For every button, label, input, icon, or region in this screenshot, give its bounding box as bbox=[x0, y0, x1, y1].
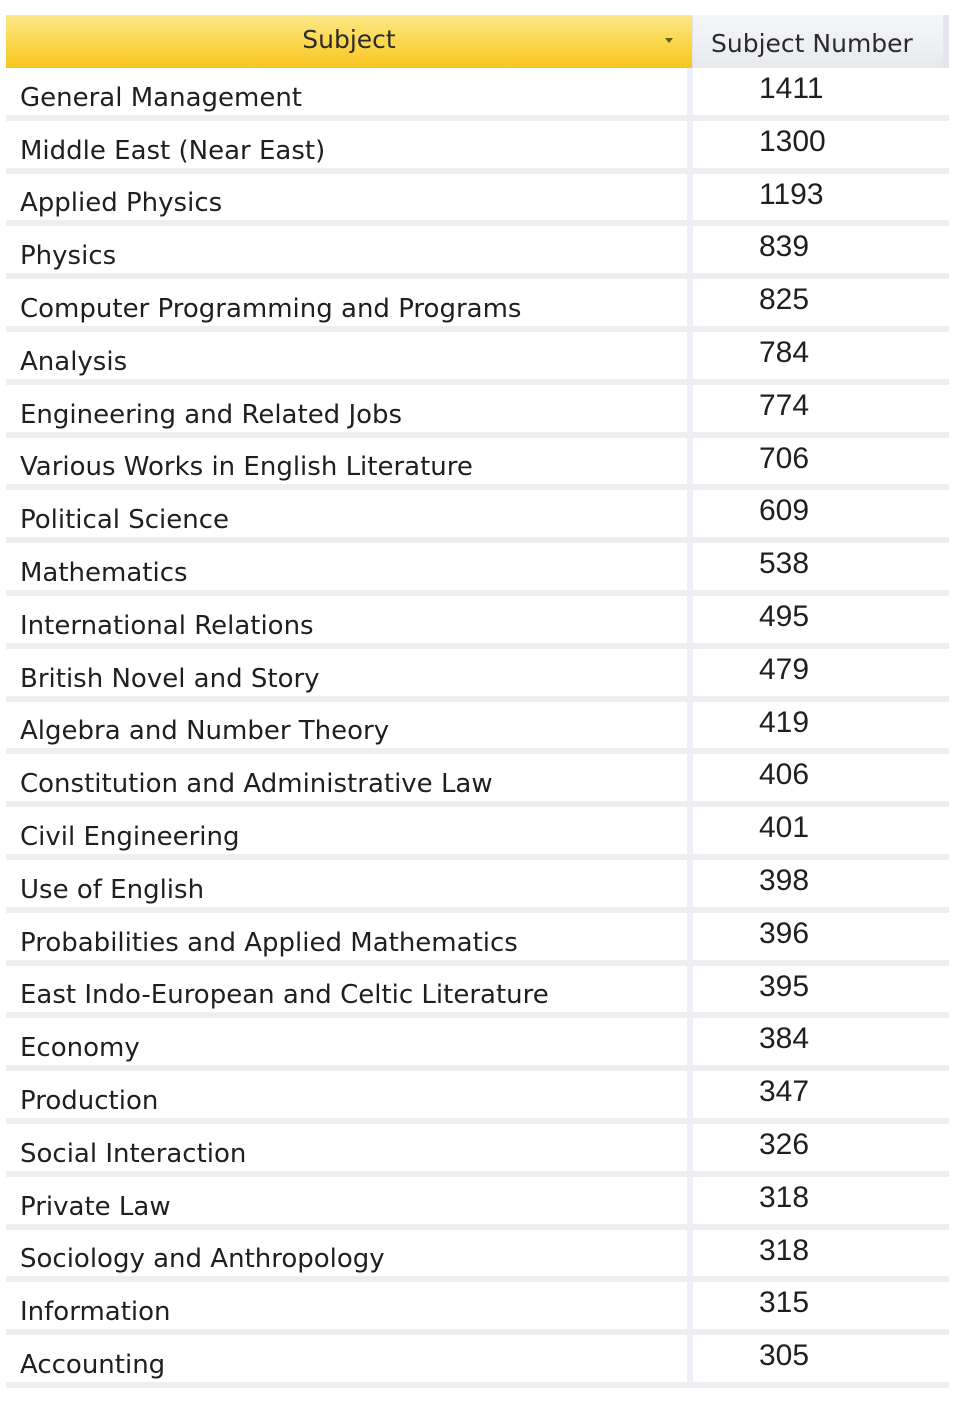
subject-number-text: 406 bbox=[759, 758, 810, 792]
subject-text: International Relations bbox=[20, 610, 314, 641]
subject-text: Use of English bbox=[20, 874, 205, 905]
subject-number-text: 315 bbox=[759, 1286, 810, 1320]
table-row[interactable] bbox=[6, 385, 949, 438]
subject-number-cell[interactable] bbox=[693, 860, 949, 907]
subject-cell[interactable] bbox=[6, 279, 693, 326]
subject-text: Various Works in English Literature bbox=[20, 452, 473, 483]
subject-number-text: 318 bbox=[759, 1233, 810, 1267]
subject-text: Political Science bbox=[20, 505, 230, 536]
subject-number-text: 1300 bbox=[759, 124, 826, 158]
subject-text: General Management bbox=[20, 82, 303, 113]
subject-number-text: 384 bbox=[759, 1022, 810, 1056]
subject-cell[interactable] bbox=[6, 68, 693, 115]
subject-cell[interactable] bbox=[6, 543, 693, 590]
subject-number-text: 1193 bbox=[759, 177, 824, 211]
subject-cell[interactable] bbox=[6, 1282, 693, 1329]
subject-number-cell[interactable] bbox=[693, 1230, 949, 1277]
subject-cell[interactable] bbox=[6, 702, 693, 749]
subject-cell[interactable] bbox=[6, 490, 693, 537]
table-row[interactable] bbox=[6, 332, 949, 385]
grid-header bbox=[6, 15, 949, 68]
subject-number-cell[interactable] bbox=[693, 966, 949, 1013]
table-row[interactable] bbox=[6, 490, 949, 543]
table-row[interactable] bbox=[6, 279, 949, 332]
subject-text: Economy bbox=[20, 1033, 140, 1064]
subject-number-text: 419 bbox=[759, 705, 810, 739]
subject-number-cell[interactable] bbox=[693, 332, 949, 379]
subject-cell[interactable] bbox=[6, 807, 693, 854]
subject-cell[interactable] bbox=[6, 332, 693, 379]
subject-number-text: 784 bbox=[759, 335, 810, 369]
subject-number-text: 395 bbox=[759, 969, 810, 1003]
subject-text: Middle East (Near East) bbox=[20, 135, 326, 166]
subject-number-cell[interactable] bbox=[693, 174, 949, 221]
subject-cell[interactable] bbox=[6, 121, 693, 168]
subject-number-cell[interactable] bbox=[693, 121, 949, 168]
subject-text: Social Interaction bbox=[20, 1138, 247, 1169]
subject-cell[interactable] bbox=[6, 174, 693, 221]
subject-number-cell[interactable] bbox=[693, 226, 949, 273]
subject-text: Engineering and Related Jobs bbox=[20, 399, 403, 430]
subject-text: East Indo-European and Celtic Literature bbox=[20, 980, 549, 1011]
subject-number-text: 609 bbox=[759, 494, 810, 528]
subject-number-text: 326 bbox=[759, 1127, 810, 1161]
subject-number-cell[interactable] bbox=[693, 1124, 949, 1171]
subject-number-text: 396 bbox=[759, 916, 810, 950]
subject-number-text: 479 bbox=[759, 652, 810, 686]
subject-number-text: 825 bbox=[759, 283, 810, 317]
subject-number-text: 305 bbox=[759, 1339, 810, 1373]
table-row[interactable] bbox=[6, 1282, 949, 1335]
subject-number-cell[interactable] bbox=[693, 754, 949, 801]
subject-number-text: 318 bbox=[759, 1180, 810, 1214]
table-row[interactable] bbox=[6, 966, 949, 1019]
filter-dropdown-icon[interactable] bbox=[665, 38, 673, 43]
table-row[interactable] bbox=[6, 226, 949, 279]
table-row[interactable] bbox=[6, 174, 949, 227]
subject-number-cell[interactable] bbox=[693, 1282, 949, 1329]
subject-text: Computer Programming and Programs bbox=[20, 293, 522, 324]
subject-number-cell[interactable] bbox=[693, 438, 949, 485]
subject-number-text: 774 bbox=[759, 388, 810, 422]
subject-cell[interactable] bbox=[6, 1335, 693, 1382]
subject-cell[interactable] bbox=[6, 1018, 693, 1065]
subject-cell[interactable] bbox=[6, 438, 693, 485]
table-row[interactable] bbox=[6, 121, 949, 174]
subject-number-cell[interactable] bbox=[693, 1071, 949, 1118]
table-row[interactable] bbox=[6, 1124, 949, 1177]
table-row[interactable] bbox=[6, 1071, 949, 1124]
subject-number-column-label: Subject Number bbox=[711, 29, 913, 58]
subject-number-cell[interactable] bbox=[693, 702, 949, 749]
subject-column-label: Subject bbox=[302, 25, 396, 54]
subject-number-text: 495 bbox=[759, 599, 810, 633]
table-row[interactable] bbox=[6, 1018, 949, 1071]
subject-cell[interactable] bbox=[6, 385, 693, 432]
subject-number-cell[interactable] bbox=[693, 385, 949, 432]
subject-text: Accounting bbox=[20, 1349, 166, 1380]
table-row[interactable] bbox=[6, 702, 949, 755]
table-row[interactable] bbox=[6, 596, 949, 649]
subject-number-cell[interactable] bbox=[693, 1018, 949, 1065]
subject-number-cell[interactable] bbox=[693, 1177, 949, 1224]
subject-number-text: 839 bbox=[759, 230, 810, 264]
subject-cell[interactable] bbox=[6, 1230, 693, 1277]
subject-number-text: 347 bbox=[759, 1075, 810, 1109]
table-row[interactable] bbox=[6, 807, 949, 860]
subject-number-cell[interactable] bbox=[693, 913, 949, 960]
subject-number-cell[interactable] bbox=[693, 807, 949, 854]
subject-number-cell[interactable] bbox=[693, 596, 949, 643]
subject-text: Sociology and Anthropology bbox=[20, 1244, 385, 1275]
subject-cell[interactable] bbox=[6, 1124, 693, 1171]
table-row[interactable] bbox=[6, 543, 949, 596]
subject-cell[interactable] bbox=[6, 1071, 693, 1118]
subject-text: Algebra and Number Theory bbox=[20, 716, 390, 747]
subject-text: Constitution and Administrative Law bbox=[20, 769, 493, 800]
subject-text: Production bbox=[20, 1085, 159, 1116]
table-row[interactable] bbox=[6, 860, 949, 913]
table-row[interactable] bbox=[6, 1177, 949, 1230]
subject-number-text: 538 bbox=[759, 547, 810, 581]
subject-cell[interactable] bbox=[6, 649, 693, 696]
subject-cell[interactable] bbox=[6, 226, 693, 273]
subject-number-cell[interactable] bbox=[693, 543, 949, 590]
subject-text: Mathematics bbox=[20, 557, 188, 588]
subject-cell[interactable] bbox=[6, 913, 693, 960]
subject-number-text: 706 bbox=[759, 441, 810, 475]
subject-column-header[interactable] bbox=[6, 15, 693, 68]
subject-cell[interactable] bbox=[6, 966, 693, 1013]
table-row[interactable] bbox=[6, 754, 949, 807]
subject-text: Information bbox=[20, 1297, 171, 1328]
subject-cell[interactable] bbox=[6, 1177, 693, 1224]
grid-body bbox=[6, 68, 949, 1388]
table-row[interactable] bbox=[6, 68, 949, 121]
subject-number-text: 401 bbox=[759, 811, 810, 845]
subject-number-text: 1411 bbox=[759, 72, 824, 105]
table-row[interactable] bbox=[6, 913, 949, 966]
subject-cell[interactable] bbox=[6, 860, 693, 907]
subject-text: Applied Physics bbox=[20, 188, 223, 219]
subject-number-cell[interactable] bbox=[693, 279, 949, 326]
subject-text: Probabilities and Applied Mathematics bbox=[20, 927, 518, 958]
table-row[interactable] bbox=[6, 649, 949, 702]
table-row[interactable] bbox=[6, 438, 949, 491]
subject-cell[interactable] bbox=[6, 596, 693, 643]
subject-text: Civil Engineering bbox=[20, 821, 240, 852]
subject-number-cell[interactable] bbox=[693, 490, 949, 537]
subject-number-column-header[interactable] bbox=[693, 15, 949, 68]
subject-text: British Novel and Story bbox=[20, 663, 320, 694]
subject-number-text: 398 bbox=[759, 863, 810, 897]
subject-text: Private Law bbox=[20, 1191, 171, 1222]
data-grid bbox=[6, 15, 949, 1388]
table-row[interactable] bbox=[6, 1335, 949, 1388]
subject-text: Analysis bbox=[20, 346, 128, 377]
subject-number-cell[interactable] bbox=[693, 649, 949, 696]
subject-text: Physics bbox=[20, 241, 117, 272]
subject-number-cell[interactable] bbox=[693, 68, 949, 115]
table-row[interactable] bbox=[6, 1230, 949, 1283]
subject-number-cell[interactable] bbox=[693, 1335, 949, 1382]
subject-cell[interactable] bbox=[6, 754, 693, 801]
